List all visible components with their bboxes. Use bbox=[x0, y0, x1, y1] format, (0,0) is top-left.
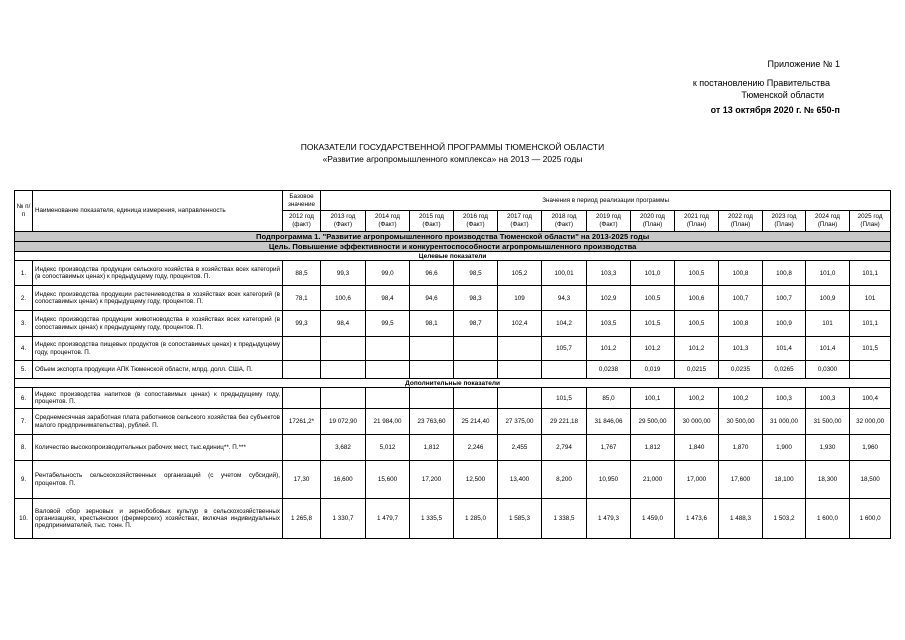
indicator-value: 1 265,8 bbox=[283, 499, 321, 539]
indicator-name: Рентабельность сельскохозяйственных организаций (с учетом субсидий), процентов. П. bbox=[33, 461, 283, 499]
year-header: 2013 год (Факт) bbox=[321, 211, 366, 232]
header-number: № п/п bbox=[15, 191, 33, 232]
indicator-name: Валовой сбор зерновых и зернобобовых культур в сельскохозяйственных организациях, крестьянских (фермерских) хозяйствах, включая индивидуальных предпринимателей, тыс. тонн. П. bbox=[33, 499, 283, 539]
table-row bbox=[15, 361, 891, 379]
indicator-value: 1 479,3 bbox=[587, 499, 631, 539]
year-header: 2018 год (Факт) bbox=[542, 211, 587, 232]
indicator-value: 104,2 bbox=[542, 311, 587, 337]
indicator-value: 98,3 bbox=[454, 286, 498, 311]
indicator-value: 16,600 bbox=[321, 461, 366, 499]
indicator-value bbox=[454, 337, 498, 361]
indicator-value: 101,3 bbox=[719, 337, 763, 361]
indicator-value bbox=[498, 337, 542, 361]
table-row bbox=[15, 261, 891, 286]
indicator-value bbox=[850, 361, 891, 379]
indicator-value: 0,0235 bbox=[719, 361, 763, 379]
indicator-name: Индекс производства напитков (в сопоставимых ценах) к предыдущему году, процентов. П. bbox=[33, 388, 283, 409]
indicator-value: 0,0300 bbox=[806, 361, 850, 379]
indicator-value: 105,2 bbox=[498, 261, 542, 286]
indicator-value: 109 bbox=[498, 286, 542, 311]
indicator-value: 100,6 bbox=[675, 286, 719, 311]
row-number: 1. bbox=[15, 261, 33, 286]
indicator-value: 2,246 bbox=[454, 435, 498, 461]
indicator-value: 1,960 bbox=[850, 435, 891, 461]
indicator-value: 101,2 bbox=[675, 337, 719, 361]
table-row bbox=[15, 461, 891, 499]
indicator-value: 98,7 bbox=[454, 311, 498, 337]
table-row bbox=[15, 311, 891, 337]
indicator-value: 100,6 bbox=[321, 286, 366, 311]
indicator-value: 19 072,90 bbox=[321, 409, 366, 435]
year-header: 2020 год (План) bbox=[631, 211, 675, 232]
indicator-value: 1 585,3 bbox=[498, 499, 542, 539]
indicator-value: 85,0 bbox=[587, 388, 631, 409]
indicator-value: 31 000,00 bbox=[763, 409, 806, 435]
indicator-value bbox=[283, 337, 321, 361]
indicator-value: 100,8 bbox=[719, 311, 763, 337]
indicator-value: 100,1 bbox=[631, 388, 675, 409]
indicator-value: 99,5 bbox=[366, 311, 410, 337]
indicator-value: 101,0 bbox=[631, 261, 675, 286]
indicator-value: 2,794 bbox=[542, 435, 587, 461]
decree-date: от 13 октября 2020 г. № 650-п bbox=[710, 105, 840, 115]
table-row bbox=[15, 286, 891, 311]
indicator-value: 30 000,00 bbox=[675, 409, 719, 435]
indicator-value: 101,1 bbox=[850, 311, 891, 337]
indicator-name: Индекс производства продукции растениеводства в хозяйствах всех категорий (в сопоставимых ценах) к предыдущему году, процентов. П. bbox=[33, 286, 283, 311]
indicator-value: 21,000 bbox=[631, 461, 675, 499]
indicator-value: 1 338,5 bbox=[542, 499, 587, 539]
indicator-value bbox=[498, 388, 542, 409]
indicator-value: 100,5 bbox=[675, 311, 719, 337]
indicator-value: 101 bbox=[806, 311, 850, 337]
row-number: 6. bbox=[15, 388, 33, 409]
indicator-value: 18,500 bbox=[850, 461, 891, 499]
indicator-value: 25 214,40 bbox=[454, 409, 498, 435]
goal-title: Цель. Повышение эффективности и конкурентоспособности агропромышленного производства bbox=[15, 242, 891, 252]
indicator-value: 78,1 bbox=[283, 286, 321, 311]
indicator-value: 1,812 bbox=[631, 435, 675, 461]
indicator-value bbox=[410, 388, 454, 409]
year-header: 2021 год (План) bbox=[675, 211, 719, 232]
indicator-value: 31 500,00 bbox=[806, 409, 850, 435]
indicator-value: 1 285,0 bbox=[454, 499, 498, 539]
indicator-value: 100,7 bbox=[719, 286, 763, 311]
year-header: 2014 год (Факт) bbox=[366, 211, 410, 232]
indicator-value: 1 600,0 bbox=[850, 499, 891, 539]
indicator-value: 8,200 bbox=[542, 461, 587, 499]
indicator-value: 1 473,6 bbox=[675, 499, 719, 539]
indicator-name: Индекс производства пищевых продуктов (в сопоставимых ценах) к предыдущему году, процентов. П. bbox=[33, 337, 283, 361]
header-period: Значения в период реализации программы bbox=[321, 191, 891, 211]
indicator-value: 2,455 bbox=[498, 435, 542, 461]
indicator-value: 1,812 bbox=[410, 435, 454, 461]
indicator-value: 101,5 bbox=[850, 337, 891, 361]
title-line-2: «Развитие агропромышленного комплекса» на 2013 — 2025 годы bbox=[322, 154, 583, 164]
indicator-value: 32 000,00 bbox=[850, 409, 891, 435]
year-header: 2017 год (Факт) bbox=[498, 211, 542, 232]
indicator-value: 99,3 bbox=[321, 261, 366, 286]
indicator-value: 17261,2* bbox=[283, 409, 321, 435]
indicator-value: 31 846,06 bbox=[587, 409, 631, 435]
indicator-value: 0,019 bbox=[631, 361, 675, 379]
indicator-value: 94,3 bbox=[542, 286, 587, 311]
table-body bbox=[15, 232, 891, 539]
indicator-value bbox=[410, 337, 454, 361]
indicator-value: 102,9 bbox=[587, 286, 631, 311]
indicator-value bbox=[542, 361, 587, 379]
indicator-value: 1 488,3 bbox=[719, 499, 763, 539]
row-number: 7. bbox=[15, 409, 33, 435]
indicator-value: 103,5 bbox=[587, 311, 631, 337]
indicator-value: 12,500 bbox=[454, 461, 498, 499]
indicator-value: 1,840 bbox=[675, 435, 719, 461]
indicator-value: 100,9 bbox=[806, 286, 850, 311]
indicator-value: 1 330,7 bbox=[321, 499, 366, 539]
row-number: 3. bbox=[15, 311, 33, 337]
decree-line-2: Тюменской области bbox=[741, 90, 824, 100]
indicator-value: 88,5 bbox=[283, 261, 321, 286]
indicator-value bbox=[321, 361, 366, 379]
indicator-value bbox=[498, 361, 542, 379]
indicator-value bbox=[454, 388, 498, 409]
extra-group-title: Дополнительные показатели bbox=[15, 379, 891, 388]
indicator-value: 101 bbox=[850, 286, 891, 311]
year-header: 2023 год (План) bbox=[763, 211, 806, 232]
indicator-value: 21 984,00 bbox=[366, 409, 410, 435]
indicator-value: 29 500,00 bbox=[631, 409, 675, 435]
title-line-1: ПОКАЗАТЕЛИ ГОСУДАРСТВЕННОЙ ПРОГРАММЫ ТЮМЕНСКОЙ ОБЛАСТИ bbox=[300, 142, 605, 152]
indicator-value: 27 375,00 bbox=[498, 409, 542, 435]
indicator-value: 1 600,0 bbox=[806, 499, 850, 539]
row-number: 8. bbox=[15, 435, 33, 461]
indicator-value: 101,0 bbox=[806, 261, 850, 286]
decree-line-1: к постановлению Правительства bbox=[692, 78, 830, 88]
subprogram-row bbox=[15, 232, 891, 242]
appendix-number: Приложение № 1 bbox=[767, 59, 840, 69]
indicator-value: 101,5 bbox=[542, 388, 587, 409]
table-row bbox=[15, 409, 891, 435]
indicator-value: 100,3 bbox=[763, 388, 806, 409]
indicator-value: 100,4 bbox=[850, 388, 891, 409]
indicator-value: 5,012 bbox=[366, 435, 410, 461]
indicator-value: 1,767 bbox=[587, 435, 631, 461]
table-row bbox=[15, 337, 891, 361]
indicator-name: Количество высокопроизводительных рабочих мест, тыс.единиц**. П.*** bbox=[33, 435, 283, 461]
year-header: 2022 год (План) bbox=[719, 211, 763, 232]
indicator-value: 99,0 bbox=[366, 261, 410, 286]
target-group-row bbox=[15, 252, 891, 261]
indicator-value: 30 500,00 bbox=[719, 409, 763, 435]
header-indicator-name: Наименование показателя, единица измерения, направленность bbox=[33, 191, 283, 232]
indicator-value: 18,100 bbox=[763, 461, 806, 499]
indicator-value: 1,930 bbox=[806, 435, 850, 461]
indicator-value: 100,5 bbox=[631, 286, 675, 311]
indicator-value: 100,2 bbox=[719, 388, 763, 409]
indicator-value: 96,6 bbox=[410, 261, 454, 286]
indicator-value: 17,000 bbox=[675, 461, 719, 499]
row-number: 4. bbox=[15, 337, 33, 361]
indicator-value bbox=[283, 388, 321, 409]
indicator-value: 0,0238 bbox=[587, 361, 631, 379]
indicator-value: 100,01 bbox=[542, 261, 587, 286]
indicator-value: 100,5 bbox=[675, 261, 719, 286]
indicator-value bbox=[321, 337, 366, 361]
indicator-value: 94,6 bbox=[410, 286, 454, 311]
indicator-value bbox=[283, 361, 321, 379]
row-number: 10. bbox=[15, 499, 33, 539]
year-header: 2019 год (Факт) bbox=[587, 211, 631, 232]
indicator-value: 98,1 bbox=[410, 311, 454, 337]
indicator-value: 100,3 bbox=[806, 388, 850, 409]
indicator-value: 98,4 bbox=[321, 311, 366, 337]
header-base-value: Базовое значение bbox=[283, 191, 321, 211]
indicator-value: 17,30 bbox=[283, 461, 321, 499]
indicator-value: 100,7 bbox=[763, 286, 806, 311]
indicator-value: 1,900 bbox=[763, 435, 806, 461]
indicator-value: 17,600 bbox=[719, 461, 763, 499]
year-header: 2024 год (План) bbox=[806, 211, 850, 232]
indicator-value bbox=[410, 361, 454, 379]
indicator-value: 18,300 bbox=[806, 461, 850, 499]
indicator-value: 102,4 bbox=[498, 311, 542, 337]
indicator-value: 1 479,7 bbox=[366, 499, 410, 539]
indicator-value: 98,4 bbox=[366, 286, 410, 311]
table-row bbox=[15, 435, 891, 461]
indicator-value: 0,0215 bbox=[675, 361, 719, 379]
subprogram-title: Подпрограмма 1. "Развитие агропромышленного производства Тюменской области" на 2013-2025 годы bbox=[15, 232, 891, 242]
indicator-value bbox=[366, 361, 410, 379]
indicator-value: 100,2 bbox=[675, 388, 719, 409]
indicator-value: 100,8 bbox=[719, 261, 763, 286]
indicator-value bbox=[454, 361, 498, 379]
indicator-value bbox=[366, 388, 410, 409]
row-number: 5. bbox=[15, 361, 33, 379]
indicator-value: 1 335,5 bbox=[410, 499, 454, 539]
table-row bbox=[15, 388, 891, 409]
indicator-value: 99,3 bbox=[283, 311, 321, 337]
indicators-table bbox=[14, 190, 891, 539]
indicator-value: 101,2 bbox=[587, 337, 631, 361]
indicator-value: 101,2 bbox=[631, 337, 675, 361]
row-number: 2. bbox=[15, 286, 33, 311]
indicator-value: 1 503,2 bbox=[763, 499, 806, 539]
indicator-value: 15,600 bbox=[366, 461, 410, 499]
indicator-value: 105,7 bbox=[542, 337, 587, 361]
indicator-value: 23 763,60 bbox=[410, 409, 454, 435]
indicator-value: 101,4 bbox=[763, 337, 806, 361]
table-row bbox=[15, 499, 891, 539]
indicator-value bbox=[321, 388, 366, 409]
goal-row bbox=[15, 242, 891, 252]
row-number: 9. bbox=[15, 461, 33, 499]
year-header: 2015 год (Факт) bbox=[410, 211, 454, 232]
year-header: 2025 год (План) bbox=[850, 211, 891, 232]
indicator-value: 101,1 bbox=[850, 261, 891, 286]
indicator-value: 98,5 bbox=[454, 261, 498, 286]
extra-group-row bbox=[15, 379, 891, 388]
indicator-value: 17,200 bbox=[410, 461, 454, 499]
indicator-value: 3,682 bbox=[321, 435, 366, 461]
appendix-block bbox=[693, 58, 840, 116]
indicator-value: 1 459,0 bbox=[631, 499, 675, 539]
indicator-value: 101,5 bbox=[631, 311, 675, 337]
document-title bbox=[0, 141, 905, 165]
indicator-value: 0,0265 bbox=[763, 361, 806, 379]
indicator-name: Индекс производства продукции животноводства в хозяйствах всех категорий (в сопоставимых ценах) к предыдущему году, процентов. П. bbox=[33, 311, 283, 337]
indicator-value: 29 221,18 bbox=[542, 409, 587, 435]
year-header: 2012 год (факт) bbox=[283, 211, 321, 232]
indicator-value: 13,400 bbox=[498, 461, 542, 499]
indicator-value: 1,870 bbox=[719, 435, 763, 461]
indicator-name: Среднемесячная заработная плата работников сельского хозяйства без субъектов малого предпринимательства), рублей. П. bbox=[33, 409, 283, 435]
indicator-value: 101,4 bbox=[806, 337, 850, 361]
indicator-name: Индекс производства продукции сельского хозяйства в хозяйствах всех категорий (в сопоставимых ценах) к предыдущему году, процентов. П. bbox=[33, 261, 283, 286]
indicator-value: 100,8 bbox=[763, 261, 806, 286]
target-group-title: Целевые показатели bbox=[15, 252, 891, 261]
indicator-value: 100,9 bbox=[763, 311, 806, 337]
indicator-value: 103,3 bbox=[587, 261, 631, 286]
indicator-value: 10,950 bbox=[587, 461, 631, 499]
indicator-value bbox=[283, 435, 321, 461]
indicator-value bbox=[366, 337, 410, 361]
indicator-name: Объем экспорта продукции АПК Тюменской области, млрд. долл. США, П. bbox=[33, 361, 283, 379]
year-header: 2016 год (Факт) bbox=[454, 211, 498, 232]
